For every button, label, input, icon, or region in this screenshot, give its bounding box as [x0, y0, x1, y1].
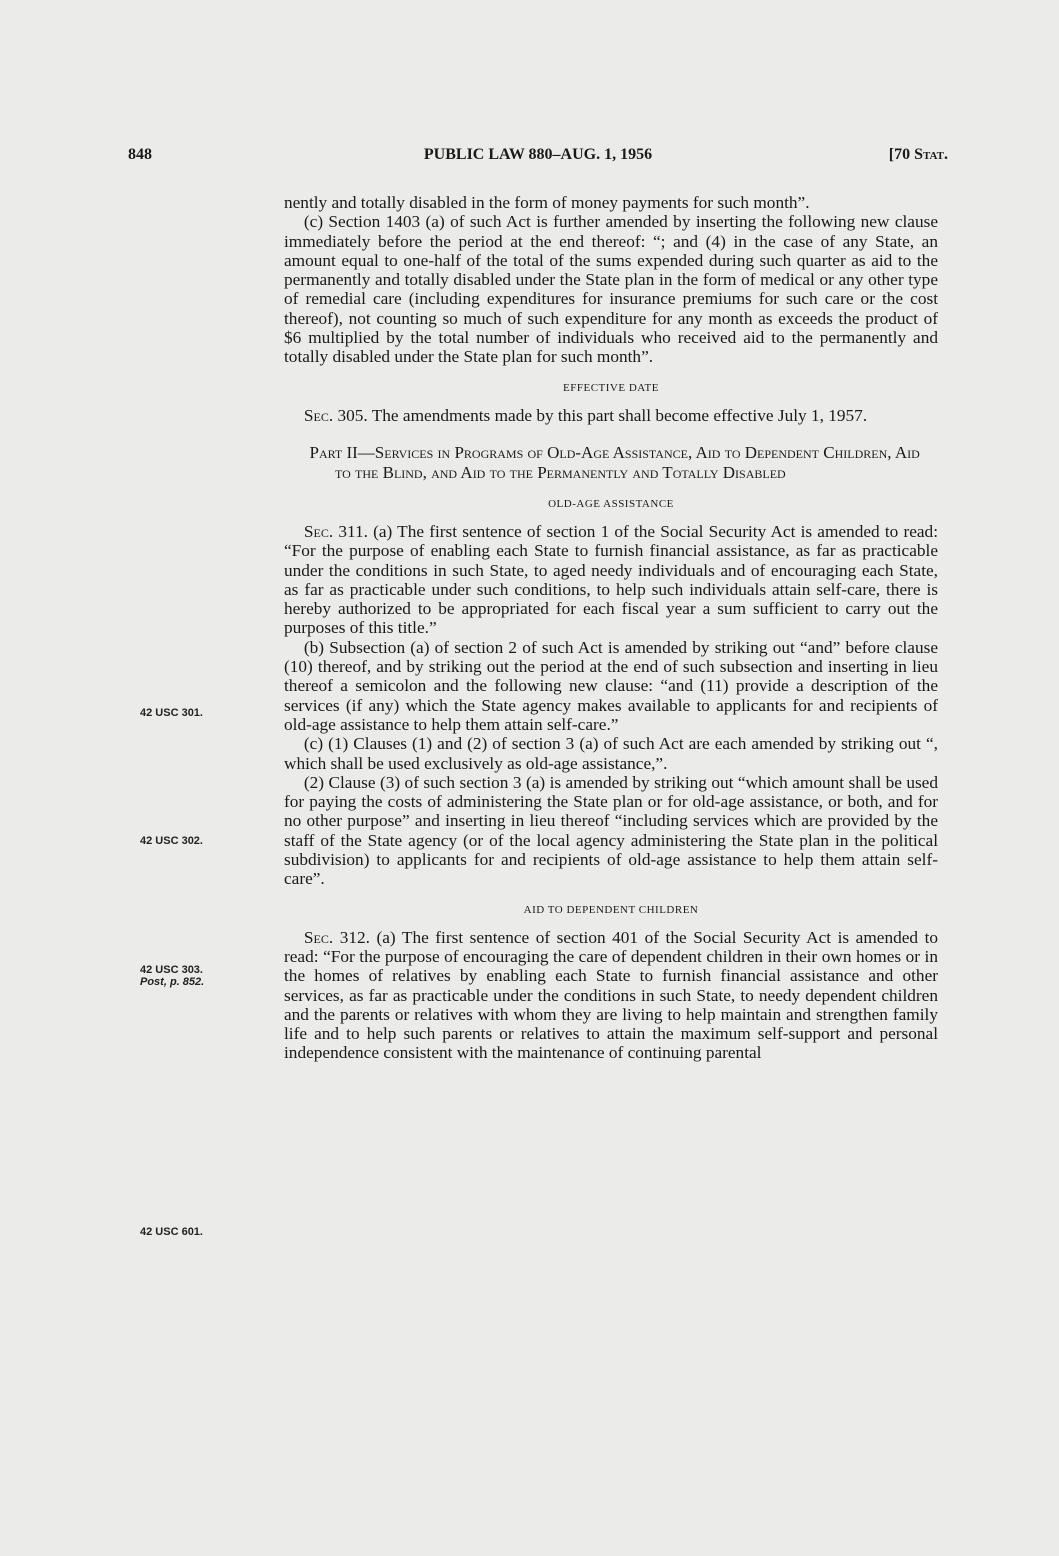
section-text: The amendments made by this part shall become effective July 1, 1957. — [367, 405, 868, 425]
margin-citation — [140, 964, 204, 988]
paragraph: (b) Subsection (a) of section 2 of such Act is amended by striking out “and” before clause (10) thereof, and by striking out the period at the end of such subsection and inserting in lieu thereof a semicolon and the following new clause: “and (11) provide a description of the services (if any) which the State agency makes available to applicants for and recipients of old-age assistance to help them attain self-care.” — [284, 637, 938, 734]
section-heading: OLD-AGE ASSISTANCE — [548, 497, 674, 510]
section-label: Sec. 305. — [303, 405, 368, 425]
margin-citation-text: 42 USC 302. — [140, 835, 203, 847]
paragraph — [284, 928, 938, 1063]
margin-citation-text: 42 USC 301. — [140, 707, 203, 719]
document-body — [284, 193, 938, 1063]
part-heading: Part II—Services in Programs of Old-Age Assistance, Aid to Dependent Children, Aid to the Blind, and Aid to the Permanently and Totally Disabled — [309, 442, 920, 482]
running-title: PUBLIC LAW 880–AUG. 1, 1956 — [423, 146, 653, 163]
paragraph — [284, 522, 938, 638]
paragraph: nently and totally disabled in the form of money payments for such month”. — [284, 193, 810, 212]
page-header — [128, 146, 948, 170]
paragraph — [284, 406, 938, 425]
section-heading: AID TO DEPENDENT CHILDREN — [523, 903, 699, 916]
paragraph: (c) Section 1403 (a) of such Act is further amended by inserting the following new clause immediately before the period at the end thereof: “; and (4) in the case of any State, an amount equal to one-half of the total of the sums expended during such quarter as aid to the permanently and totally disabled under the State plan in the form of medical or any other type of remedial care (including expenditures for insurance premiums for such care or the cost thereof), not counting so much of such expenditure for any month as exceeds the product of $6 multiplied by the total number of individuals who received aid to the permanently and totally disabled under the State plan for such month”. — [284, 212, 938, 367]
section-label: Sec. 311. — [303, 521, 368, 541]
section-text: (a) The first sentence of section 1 of the Social Security Act is amended to read: “For the purpose of enabling each State to furnish financial assistance, as far as practicable under the conditions in such State, to aged needy individuals and of encouraging each State, as far as practicable under such conditions, to help such individuals attain self-care, there is hereby authorized to be appropriated for each fiscal year a sum sufficient to carry out the purposes of this title.” — [284, 521, 938, 638]
section-heading: EFFECTIVE DATE — [563, 381, 659, 394]
paragraph: (2) Clause (3) of such section 3 (a) is amended by striking out “which amount shall be used for paying the costs of administering the State plan or for old-age assistance, or both, and for no other purpose” and inserting in lieu thereof “including services which are provided by the staff of the State agency (or of the local agency administering the State plan in the political subdivision) to applicants for and recipients of old-age assistance to help them attain self-care”. — [284, 772, 938, 889]
margin-citation — [140, 707, 203, 719]
volume-reference: [70 Stat. — [888, 146, 948, 163]
margin-cross-reference: Post, p. 852. — [140, 976, 205, 988]
page-number: 848 — [128, 146, 152, 163]
section-label: Sec. 312. — [303, 927, 370, 947]
margin-citation-text: 42 USC 601. — [140, 1226, 203, 1238]
paragraph: (c) (1) Clauses (1) and (2) of section 3 (a) of such Act are each amended by striking out “, which shall be used exclusively as old-age assistance,”. — [284, 734, 938, 773]
section-text: (a) The first sentence of section 401 of the Social Security Act is amended to read: “For the purpose of encouraging the care of dependent children in their own homes or in the homes of relatives by enabling each State to furnish financial assistance and other services, as far as practicable under the conditions in such State, to needy dependent children and the parents or relatives with whom they are living to help maintain and strengthen family life and to help such parents or relatives to attain the maximum self-support and personal independence consistent with the maintenance of continuing parental — [284, 927, 939, 1063]
margin-citation — [140, 835, 203, 847]
margin-citation — [140, 1226, 203, 1238]
margin-citation-text: 42 USC 303. — [140, 964, 203, 976]
